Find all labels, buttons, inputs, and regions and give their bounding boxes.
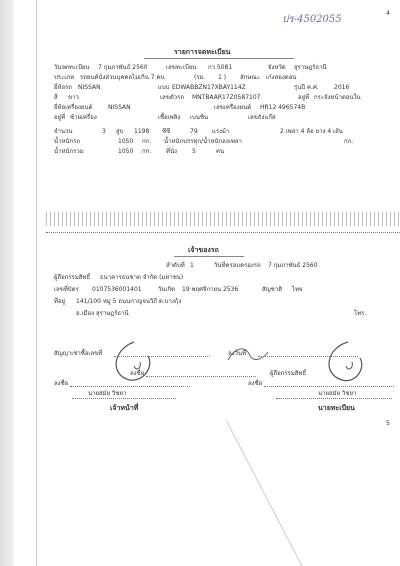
engine-location-label: อยู่ที่ — [54, 114, 66, 121]
scan-fold-line — [224, 420, 304, 566]
nationality-value: ไทย — [292, 286, 303, 293]
handwritten-ref: ปร-4502055 — [282, 14, 342, 25]
model-year-label: รุ่นปี ค.ศ. — [294, 84, 319, 91]
model-year-value: 2016 — [334, 84, 350, 91]
perforation-strip — [46, 210, 400, 230]
holder-signature-mark — [224, 342, 274, 366]
signed-line-1 — [146, 376, 256, 377]
owner-title: เจ้าของรถ — [188, 246, 219, 254]
id-label: เลขที่บัตร — [54, 286, 79, 293]
signed-line-3 — [264, 386, 394, 387]
order-value: 1 — [190, 262, 194, 269]
page-title: รายการจดทะเบียน — [174, 48, 231, 56]
registrar-label: นายทะเบียน — [318, 404, 355, 412]
address-line1: 141/100 หมู่ 5 ถนนกาญจนวิถี ต.บางกุ้ง — [76, 298, 182, 305]
reg-date-value: 7 กุมภาพันธ์ 2560 — [98, 64, 148, 71]
model-label: แบบ — [158, 84, 170, 91]
load-label: น้ำหนักบรรทุก/น้ำหนักลงเพลา — [164, 138, 242, 145]
weight-value: 1050 — [118, 138, 134, 145]
phone-label: โทร. — [354, 310, 367, 317]
vin-location-label: อยู่ที่ — [298, 94, 310, 101]
id-value: 0107536001401 — [92, 286, 142, 293]
axle-value: 2 เพลา 4 ล้อ ยาง 4 เส้น — [280, 128, 343, 135]
fuel-label: เชื้อเพลิง — [158, 114, 181, 121]
registrar-signature-mark — [312, 336, 382, 386]
holder-label: ผู้ถือกรรมสิทธิ์ — [54, 274, 91, 281]
holder-signature-label: ผู้ถือกรรมสิทธิ์ — [270, 370, 307, 377]
nationality-label: สัญชาติ — [262, 286, 283, 293]
signed-label-2: ลงชื่อ — [54, 380, 69, 387]
total-weight-unit: กก. — [142, 148, 152, 155]
brand-value: NISSAN — [78, 84, 101, 91]
total-weight-label: น้ำหนักรวม — [54, 148, 84, 155]
registrar-name-line — [276, 398, 392, 399]
hp-label: แรงม้า — [212, 128, 230, 135]
color-value: ขาว — [68, 94, 79, 101]
cyl-value: 3 — [102, 128, 106, 135]
page-number-top: 4 — [386, 10, 390, 17]
cc-value: 1198 — [134, 128, 150, 135]
type-code: (รย. — [194, 74, 205, 81]
province-value: สุราษฎร์ธานี — [294, 64, 327, 71]
scan-edge-line — [36, 0, 37, 566]
birth-value: 19 พฤศจิกายน 2536 — [182, 286, 239, 293]
signed-line-2 — [70, 386, 190, 387]
engine-brand-value: NISSAN — [108, 104, 131, 111]
birth-label: วันเกิด — [158, 286, 176, 293]
seats-label: ที่นั่ง — [166, 148, 177, 155]
title-rule — [144, 58, 294, 59]
weight-label: น้ำหนักรถ — [54, 138, 81, 145]
address-line2: อ.เมือง สุราษฎร์ธานี — [76, 310, 129, 317]
type-label: ประเภท — [54, 74, 75, 81]
signed-label-3: ลงชื่อ — [248, 380, 263, 387]
contract-date-label: ลงวันที่ — [228, 350, 247, 357]
color-label: สี — [54, 94, 58, 101]
model-value: EDWABBZN17XBAY114Z — [172, 84, 246, 91]
vin-value: MNTBAAR17Z0587107 — [192, 94, 261, 101]
reg-date-label: วันจดทะเบียน — [54, 64, 90, 71]
seats-value: 5 — [192, 148, 196, 155]
gas-no-label: เลขถังแก๊ส — [248, 114, 276, 121]
possession-date-label: วันที่ครอบครองรถ — [214, 262, 261, 269]
vin-label: เลขตัวรถ — [160, 94, 184, 101]
load-unit: กก. — [344, 138, 354, 145]
possession-date-value: 7 กุมภาพันธ์ 2560 — [268, 262, 318, 269]
plate-value: กว 5081 — [208, 64, 233, 71]
engine-brand-label: ยี่ห้อเครื่องยนต์ — [54, 104, 93, 111]
officer-label: เจ้าหน้าที่ — [110, 404, 139, 412]
registrar-name: นายสมัย วิชยา — [318, 390, 357, 397]
fuel-value: เบนซิน — [190, 114, 209, 121]
officer-name-line — [72, 398, 176, 399]
cc-label: ซีซี — [162, 128, 171, 135]
vin-location-value: กระจังหน้าตอนใน — [314, 94, 361, 101]
weight-unit: กก. — [142, 138, 152, 145]
page-number-bottom: 5 — [386, 420, 390, 427]
owner-title-rule — [174, 256, 244, 257]
seats-unit: คน — [216, 148, 225, 155]
plate-label: เลขทะเบียน — [166, 64, 197, 71]
document-page — [14, 0, 400, 566]
hp-value: 79 — [190, 128, 198, 135]
cyl-unit: สูบ — [116, 128, 124, 135]
province-label: จังหวัด — [268, 64, 286, 71]
type-code-num: 1 ) — [218, 74, 227, 81]
total-weight-value: 1050 — [118, 148, 134, 155]
type-value: รถยนต์นั่งส่วนบุคคลไม่เกิน 7 คน — [80, 74, 165, 81]
engine-no-label: เลขเครื่องยนต์ — [214, 104, 252, 111]
cyl-label: จำนวน — [54, 128, 73, 135]
style-label: ลักษณะ — [240, 74, 261, 81]
contract-label: สัญญาเช่าซื้อเลขที่ — [54, 350, 103, 357]
officer-signature-mark — [104, 336, 174, 386]
signed-label-1: ลงชื่อ — [130, 370, 145, 377]
separator-line — [46, 232, 400, 233]
order-label: ลำดับที่ — [166, 262, 185, 269]
brand-label: ยี่ห้อรถ — [54, 84, 72, 91]
engine-location-value: ซ้ายเครื่อง — [70, 114, 97, 121]
style-value: เก๋งสองตอน — [266, 74, 297, 81]
address-label: ที่อยู่ — [54, 298, 66, 305]
engine-no-value: HR12 496574B — [260, 104, 306, 111]
officer-name: นายสมัย วิชยา — [88, 390, 127, 397]
holder-value: ธนาคารธนชาต จำกัด (มหาชน) — [100, 274, 184, 281]
